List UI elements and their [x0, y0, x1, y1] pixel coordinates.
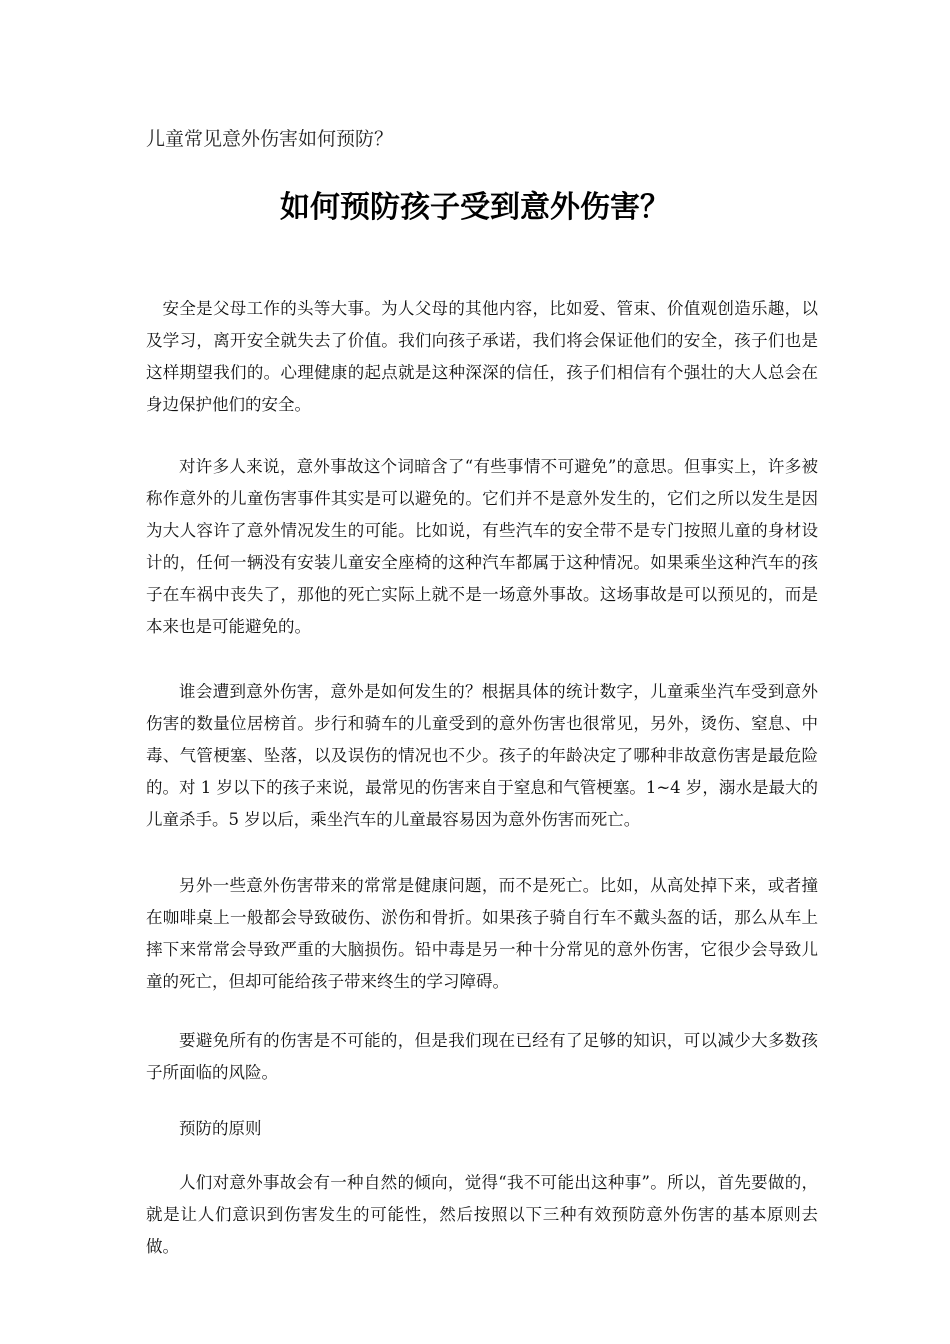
paragraph-reduce-risk: 要避免所有的伤害是不可能的，但是我们现在已经有了足够的知识，可以减少大多数孩子所面临的风险。 [146, 1031, 818, 1082]
document-title: 如何预防孩子受到意外伤害？ [280, 190, 670, 225]
paragraph-injury-statistics: 谁会遭到意外伤害，意外是如何发生的？根据具体的统计数字，儿童乘坐汽车受到意外伤害的数量位居榜首。步行和骑车的儿童受到的意外伤害也很常见，另外，烫伤、窒息、中毒、气管梗塞、坠落，以及误伤的情况也不少。孩子的年龄决定了哪种非故意伤害是最危险的。对 1 岁以下的孩子来说，最常见的伤害来自于窒息和气管梗塞。1~4 岁，溺水是最大的儿童杀手。5 岁以后，乘坐汽车的儿童最容易因为意外伤害而死亡。 [146, 682, 818, 829]
paragraph-safety-priority: 安全是父母工作的头等大事。为人父母的其他内容，比如爱、管束、价值观创造乐趣，以及学习，离开安全就失去了价值。我们向孩子承诺，我们将会保证他们的安全，孩子们也是这样期望我们的。心理健康的起点就是这种深深的信任，孩子们相信有个强壮的大人总会在身边保护他们的安全。 [146, 299, 818, 414]
paragraph-prevention-intro: 人们对意外事故会有一种自然的倾向，觉得“我不可能出这种事”。所以，首先要做的，就是让人们意识到伤害发生的可能性，然后按照以下三种有效预防意外伤害的基本原则去做。 [146, 1173, 818, 1256]
paragraph-health-consequences: 另外一些意外伤害带来的常常是健康问题，而不是死亡。比如，从高处掉下来，或者撞在咖啡桌上一般都会导致破伤、淤伤和骨折。如果孩子骑自行车不戴头盔的话，那么从车上摔下来常常会导致严重的大脑损伤。铅中毒是另一种十分常见的意外伤害，它很少会导致儿童的死亡，但却可能给孩子带来终生的学习障碍。 [146, 876, 818, 991]
section-heading-prevention-principles: 预防的原则 [179, 1119, 262, 1138]
paragraph-accidents-avoidable: 对许多人来说，意外事故这个词暗含了“有些事情不可避免”的意思。但事实上，许多被称作意外的儿童伤害事件其实是可以避免的。它们并不是意外发生的，它们之所以发生是因为大人容许了意外情况发生的可能。比如说，有些汽车的安全带不是专门按照儿童的身材设计的，任何一辆没有安装儿童安全座椅的这种汽车都属于这种情况。如果乘坐这种汽车的孩子在车祸中丧失了，那他的死亡实际上就不是一场意外事故。这场事故是可以预见的，而是本来也是可能避免的。 [146, 457, 818, 636]
document-header: 儿童常见意外伤害如何预防？ [146, 128, 394, 150]
